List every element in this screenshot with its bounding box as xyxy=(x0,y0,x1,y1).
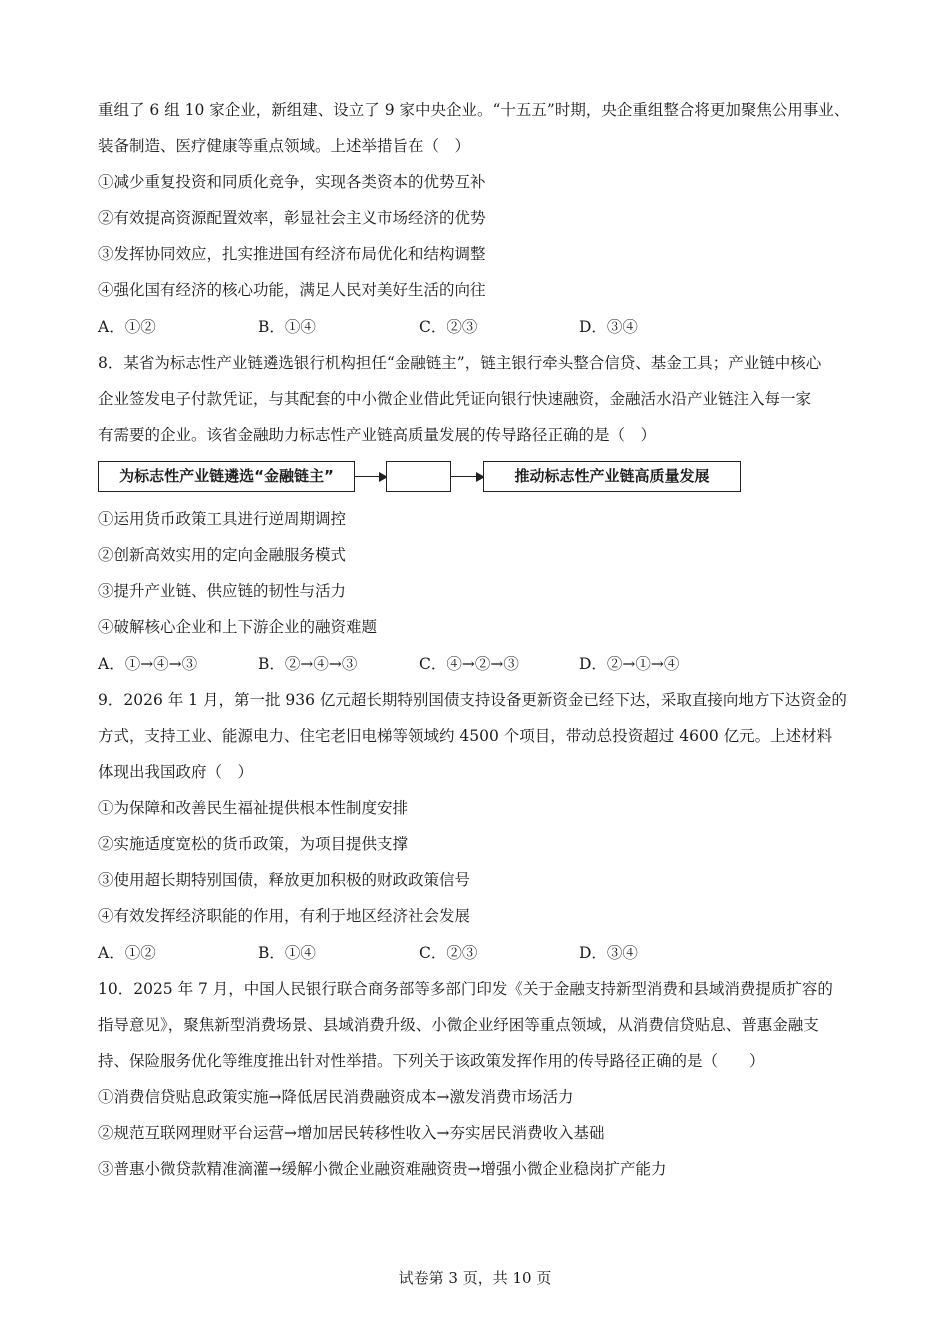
q10-stem-line-1: 10．2025 年 7 月，中国人民银行联合商务部等多部门印发《关于金融支持新型消费和县域消费提质扩容的 xyxy=(98,980,833,998)
q8-option-a[interactable]: A．①→④→③ xyxy=(98,655,198,673)
q8-option-d[interactable]: D．②→①→④ xyxy=(579,655,680,673)
page-footer: 试卷第 3 页，共 10 页 xyxy=(398,1269,552,1287)
q8-item-3: ③提升产业链、供应链的韧性与活力 xyxy=(98,582,347,600)
flow-box-start: 为标志性产业链遴选“金融链主” xyxy=(98,461,355,492)
q8-stem-line-1: 8．某省为标志性产业链遴选银行机构担任“金融链主”，链主银行牵头整合信贷、基金工具；产业链中核心 xyxy=(98,354,822,372)
q9-option-c[interactable]: C．②③ xyxy=(419,944,478,962)
q10-item-3: ③普惠小微贷款精准滴灌→缓解小微企业融资难融资贵→增强小微企业稳岗扩产能力 xyxy=(98,1160,667,1178)
q9-stem-line-3: 体现出我国政府（ ） xyxy=(98,763,254,781)
q7-option-d[interactable]: D．③④ xyxy=(579,318,638,336)
q9-option-a[interactable]: A．①② xyxy=(98,944,156,962)
q9-item-4: ④有效发挥经济职能的作用，有利于地区经济社会发展 xyxy=(98,907,471,925)
flow-box-blank xyxy=(386,461,451,492)
q8-item-2: ②创新高效实用的定向金融服务模式 xyxy=(98,546,347,564)
q7-item-1: ①减少重复投资和同质化竞争，实现各类资本的优势互补 xyxy=(98,173,486,191)
q8-stem-line-3: 有需要的企业。该省金融助力标志性产业链高质量发展的传导路径正确的是（ ） xyxy=(98,426,657,444)
q8-option-b[interactable]: B．②→④→③ xyxy=(258,655,358,673)
q7-option-b[interactable]: B．①④ xyxy=(258,318,316,336)
q7-option-c[interactable]: C．②③ xyxy=(419,318,478,336)
q7-stem-line-1: 重组了 6 组 10 家企业，新组建、设立了 9 家中央企业。“十五五”时期，央企重组整合将更加聚焦公用事业、 xyxy=(98,101,850,119)
q9-option-b[interactable]: B．①④ xyxy=(258,944,316,962)
q7-stem-line-2: 装备制造、医疗健康等重点领域。上述举措旨在（ ） xyxy=(98,137,471,155)
q10-stem-line-3: 持、保险服务优化等维度推出针对性举措。下列关于该政策发挥作用的传导路径正确的是（ ） xyxy=(98,1052,765,1070)
flow-arrow-1 xyxy=(355,476,386,477)
q7-item-4: ④强化国有经济的核心功能，满足人民对美好生活的向往 xyxy=(98,281,486,299)
q10-item-1: ①消费信贷贴息政策实施→降低居民消费融资成本→激发消费市场活力 xyxy=(98,1088,574,1106)
q7-option-a[interactable]: A．①② xyxy=(98,318,156,336)
q9-item-3: ③使用超长期特别国债，释放更加积极的财政政策信号 xyxy=(98,871,471,889)
q8-item-4: ④破解核心企业和上下游企业的融资难题 xyxy=(98,618,378,636)
q10-item-2: ②规范互联网理财平台运营→增加居民转移性收入→夯实居民消费收入基础 xyxy=(98,1124,605,1142)
q8-item-1: ①运用货币政策工具进行逆周期调控 xyxy=(98,510,347,528)
q9-item-1: ①为保障和改善民生福祉提供根本性制度安排 xyxy=(98,799,409,817)
q9-stem-line-1: 9．2026 年 1 月，第一批 936 亿元超长期特别国债支持设备更新资金已经下达，采取直接向地方下达资金的 xyxy=(98,691,847,709)
q9-option-d[interactable]: D．③④ xyxy=(579,944,638,962)
flow-box-end: 推动标志性产业链高质量发展 xyxy=(483,461,741,492)
q7-item-3: ③发挥协同效应，扎实推进国有经济布局优化和结构调整 xyxy=(98,245,486,263)
q7-item-2: ②有效提高资源配置效率，彰显社会主义市场经济的优势 xyxy=(98,209,486,227)
flow-arrow-2 xyxy=(451,476,483,477)
q9-stem-line-2: 方式，支持工业、能源电力、住宅老旧电梯等领域约 4500 个项目，带动总投资超过 4600 亿元。上述材料 xyxy=(98,727,833,745)
q8-stem-line-2: 企业签发电子付款凭证，与其配套的中小微企业借此凭证向银行快速融资，金融活水沿产业链注入每一家 xyxy=(98,390,812,408)
q8-option-c[interactable]: C．④→②→③ xyxy=(419,655,519,673)
q9-item-2: ②实施适度宽松的货币政策，为项目提供支撑 xyxy=(98,835,409,853)
q10-stem-line-2: 指导意见》，聚焦新型消费场景、县域消费升级、小微企业纾困等重点领域，从消费信贷贴息、普惠金融支 xyxy=(98,1016,819,1034)
